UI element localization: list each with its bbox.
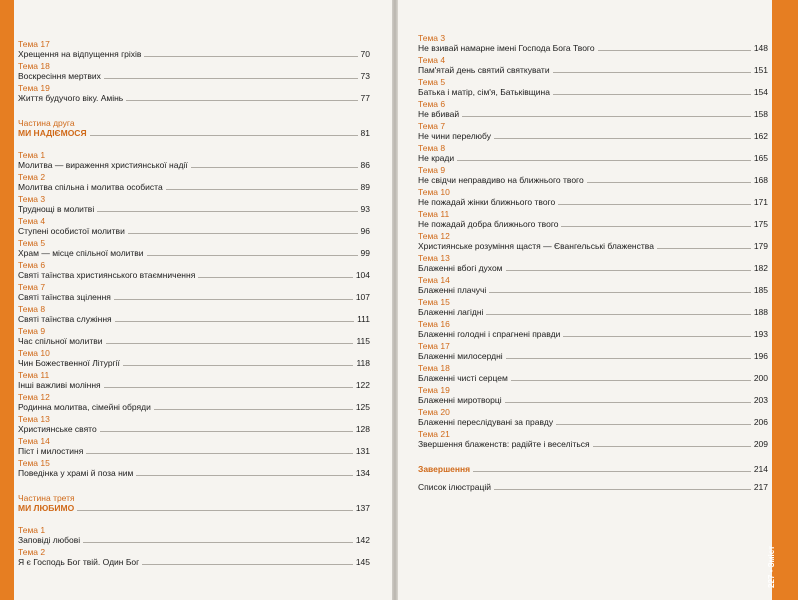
toc-line — [418, 65, 768, 76]
toc-line — [418, 439, 768, 450]
toc-title: Блаженні голодні і спрагнені правди — [418, 329, 561, 339]
toc-entry — [18, 436, 370, 457]
toc-entry — [18, 370, 370, 391]
toc-title: МИ ЛЮБИМО — [18, 503, 75, 513]
theme-label: Тема 2 — [18, 172, 46, 182]
toc-title: МИ НАДІЄМОСЯ — [18, 128, 87, 138]
theme-label: Тема 17 — [18, 39, 50, 49]
leader-dots — [494, 489, 751, 490]
toc-line — [418, 285, 768, 296]
toc-line — [18, 182, 370, 193]
toc-title: Поведінка у храмі й поза ним — [18, 468, 134, 478]
page-number: 196 — [753, 351, 768, 361]
toc-line — [418, 373, 768, 384]
toc-title: Життя будучого віку. Амінь — [18, 93, 124, 103]
leader-dots — [563, 336, 750, 337]
toc-entry — [18, 525, 370, 546]
toc-title: Пам'ятай день святий святкувати — [418, 65, 550, 75]
toc-entry — [418, 231, 768, 252]
leader-dots — [587, 182, 751, 183]
toc-title: Родинна молитва, сімейні обряди — [18, 402, 151, 412]
toc-line — [18, 336, 370, 347]
toc-entry — [18, 326, 370, 347]
right-page — [398, 0, 772, 600]
toc-entry — [18, 83, 370, 104]
toc-line — [18, 226, 370, 237]
toc-entry — [18, 260, 370, 281]
page-number: 179 — [753, 241, 768, 251]
toc-line — [418, 307, 768, 318]
toc-title: Не свідчи неправдиво на ближнього твого — [418, 175, 584, 185]
toc-title: Список ілюстрацій — [418, 482, 491, 492]
toc-title: Не пожадай добра ближнього твого — [418, 219, 559, 229]
part-heading — [18, 118, 370, 149]
toc-entry — [18, 348, 370, 369]
toc-line — [18, 557, 370, 568]
toc-entry — [418, 143, 768, 164]
toc-title: Блаженні лагідні — [418, 307, 484, 317]
toc-title: Воскресіння мертвих — [18, 71, 101, 81]
toc-entry — [418, 33, 768, 54]
theme-label: Тема 3 — [418, 33, 446, 43]
theme-label: Тема 13 — [418, 253, 450, 263]
page-number: 89 — [360, 182, 370, 192]
toc-title: Я є Господь Бог твій. Один Бог — [18, 557, 140, 567]
toc-title: Святі таїнства християнського втаємничення — [18, 270, 196, 280]
theme-label: Тема 6 — [18, 260, 46, 270]
leader-dots — [100, 431, 353, 432]
theme-label: Тема 3 — [18, 194, 46, 204]
toc-title: Батька і матір, сім'я, Батьківщина — [418, 87, 550, 97]
toc-entry — [18, 216, 370, 237]
toc-entry — [18, 238, 370, 259]
page-edge-strip — [772, 0, 798, 600]
page-number: 165 — [753, 153, 768, 163]
leader-dots — [511, 380, 751, 381]
theme-label: Тема 10 — [18, 348, 50, 358]
toc-line — [418, 109, 768, 120]
leader-dots — [505, 402, 751, 403]
leader-dots — [473, 471, 751, 472]
leader-dots — [166, 189, 358, 190]
leader-dots — [198, 277, 353, 278]
toc-title: Піст і милостиня — [18, 446, 84, 456]
page-number: 70 — [360, 49, 370, 59]
leader-dots — [126, 100, 357, 101]
toc-entry — [418, 253, 768, 274]
leader-dots — [506, 358, 751, 359]
spacer — [18, 139, 370, 149]
toc-line — [18, 248, 370, 259]
page-number: 111 — [357, 314, 370, 324]
theme-label: Тема 5 — [418, 77, 446, 87]
toc-entry — [18, 414, 370, 435]
theme-label: Тема 13 — [18, 414, 50, 424]
toc-line — [18, 314, 370, 325]
toc-title: Святі таїнства служіння — [18, 314, 112, 324]
toc-entry — [418, 407, 768, 428]
toc-title: Не взивай намарне імені Господа Бога Твого — [418, 43, 595, 53]
toc-entry — [418, 209, 768, 230]
toc-entry — [18, 547, 370, 568]
toc-title: Не пожадай жінки ближнього твого — [418, 197, 556, 207]
leader-dots — [97, 211, 357, 212]
leader-dots — [558, 204, 751, 205]
theme-label: Тема 19 — [18, 83, 50, 93]
page-number: 188 — [753, 307, 768, 317]
toc-line — [418, 417, 768, 428]
theme-label: Тема 20 — [418, 407, 450, 417]
toc-title: Заповіді любові — [18, 535, 81, 545]
running-footer: 227 • Зміст — [767, 545, 776, 588]
toc-line — [18, 402, 370, 413]
page-number: 193 — [753, 329, 768, 339]
toc-entry — [418, 121, 768, 142]
toc-title: Святі таїнства зцілення — [18, 292, 111, 302]
toc-title: Блаженні милосердні — [418, 351, 503, 361]
leader-dots — [147, 255, 358, 256]
toc-entry — [18, 392, 370, 413]
page-number: 128 — [355, 424, 370, 434]
page-number: 96 — [360, 226, 370, 236]
leader-dots — [556, 424, 751, 425]
toc-title: Хрещення на відпущення гріхів — [18, 49, 142, 59]
toc-entry — [18, 172, 370, 193]
page-number: 203 — [753, 395, 768, 405]
toc-line — [18, 49, 370, 60]
leader-dots — [123, 365, 354, 366]
theme-label: Тема 16 — [418, 319, 450, 329]
page-number: 206 — [753, 417, 768, 427]
part-label: Частина третя — [18, 493, 75, 503]
theme-label: Тема 9 — [18, 326, 46, 336]
toc-entry — [418, 99, 768, 120]
theme-label: Тема 15 — [418, 297, 450, 307]
toc-entry — [418, 187, 768, 208]
leader-dots — [154, 409, 353, 410]
leader-dots — [144, 56, 357, 57]
page-number: 131 — [355, 446, 370, 456]
toc-title: Не чини перелюбу — [418, 131, 491, 141]
toc-entry — [18, 150, 370, 171]
toc-line — [418, 175, 768, 186]
page-number: 175 — [753, 219, 768, 229]
toc-line — [418, 395, 768, 406]
toc-title: Молитва — вираження християнської надії — [18, 160, 188, 170]
leader-dots — [657, 248, 751, 249]
toc-line — [18, 292, 370, 303]
toc-line — [18, 128, 370, 139]
leader-dots — [462, 116, 751, 117]
leader-dots — [489, 292, 750, 293]
page-number: 217 — [753, 482, 768, 492]
page-number: 81 — [360, 128, 370, 138]
page-number: 77 — [360, 93, 370, 103]
page-number: 99 — [360, 248, 370, 258]
toc-title: Звершення блаженств: радійте і веселіться — [418, 439, 590, 449]
theme-label: Тема 10 — [418, 187, 450, 197]
theme-label: Тема 15 — [18, 458, 50, 468]
page-number: 125 — [355, 402, 370, 412]
theme-label: Тема 6 — [418, 99, 446, 109]
toc-entry — [418, 319, 768, 340]
toc-line — [418, 219, 768, 230]
toc-title: Храм — місце спільної молитви — [18, 248, 144, 258]
conclusion-line — [418, 464, 768, 475]
page-number: 154 — [753, 87, 768, 97]
toc-title: Завершення — [418, 464, 471, 474]
theme-label: Тема 18 — [418, 363, 450, 373]
theme-label: Тема 21 — [418, 429, 450, 439]
toc-line — [18, 71, 370, 82]
spacer — [418, 475, 768, 482]
toc-entry — [18, 282, 370, 303]
toc-title: Блаженні чисті серцем — [418, 373, 508, 383]
theme-label: Тема 8 — [418, 143, 446, 153]
toc-title: Чин Божественної Літургії — [18, 358, 120, 368]
leader-dots — [114, 299, 353, 300]
toc-entry — [418, 341, 768, 362]
toc-line — [18, 270, 370, 281]
toc-entry — [18, 61, 370, 82]
toc-entry — [418, 275, 768, 296]
theme-label: Тема 11 — [18, 370, 50, 380]
page-number: 122 — [355, 380, 370, 390]
toc-line — [418, 241, 768, 252]
page-number: 158 — [753, 109, 768, 119]
toc-entry — [418, 363, 768, 384]
theme-label: Тема 1 — [18, 525, 46, 535]
page-number: 134 — [355, 468, 370, 478]
page-number: 145 — [355, 557, 370, 567]
toc-line — [418, 329, 768, 340]
toc-title: Час спільної молитви — [18, 336, 103, 346]
leader-dots — [494, 138, 751, 139]
toc-line — [18, 535, 370, 546]
page-number: 86 — [360, 160, 370, 170]
theme-label: Тема 4 — [418, 55, 446, 65]
page-number: 185 — [753, 285, 768, 295]
theme-label: Тема 12 — [18, 392, 50, 402]
leader-dots — [598, 50, 751, 51]
part-heading — [18, 493, 370, 524]
theme-label: Тема 7 — [418, 121, 446, 131]
theme-label: Тема 19 — [418, 385, 450, 395]
toc-title: Ступені особистої молитви — [18, 226, 125, 236]
toc-line — [418, 197, 768, 208]
page-number: 209 — [753, 439, 768, 449]
toc-entry — [418, 385, 768, 406]
toc-line — [418, 153, 768, 164]
leader-dots — [83, 542, 353, 543]
toc-title: Не вбивай — [418, 109, 460, 119]
part-label: Частина друга — [18, 118, 75, 128]
left-page — [14, 0, 392, 600]
toc-title: Блаженні миротворці — [418, 395, 502, 405]
toc-entry — [418, 297, 768, 318]
leader-dots — [553, 72, 751, 73]
toc-line — [18, 503, 370, 514]
toc-title: Християнське свято — [18, 424, 97, 434]
page-number: 104 — [355, 270, 370, 280]
page-number: 148 — [753, 43, 768, 53]
leader-dots — [457, 160, 751, 161]
leader-dots — [136, 475, 352, 476]
page-number: 162 — [753, 131, 768, 141]
toc-line — [418, 43, 768, 54]
page-number: 168 — [753, 175, 768, 185]
leader-dots — [593, 446, 751, 447]
toc-entry — [418, 55, 768, 76]
leader-dots — [90, 135, 358, 136]
page-number: 182 — [753, 263, 768, 273]
toc-title: Не кради — [418, 153, 455, 163]
toc-title: Труднощі в молитві — [18, 204, 95, 214]
theme-label: Тема 14 — [18, 436, 50, 446]
toc-line — [18, 204, 370, 215]
toc-title: Молитва спільна і молитва особиста — [18, 182, 163, 192]
page-number: 142 — [355, 535, 370, 545]
toc-line — [418, 87, 768, 98]
page-number: 115 — [356, 336, 370, 346]
toc-line — [18, 446, 370, 457]
page-number: 214 — [753, 464, 768, 474]
leader-dots — [561, 226, 750, 227]
leader-dots — [128, 233, 358, 234]
toc-line — [18, 424, 370, 435]
leader-dots — [106, 343, 354, 344]
theme-label: Тема 4 — [18, 216, 46, 226]
toc-entry — [18, 304, 370, 325]
theme-label: Тема 7 — [18, 282, 46, 292]
leader-dots — [506, 270, 751, 271]
theme-label: Тема 11 — [418, 209, 450, 219]
toc-entry — [18, 39, 370, 60]
toc-line — [18, 380, 370, 391]
page-number: 73 — [360, 71, 370, 81]
theme-label: Тема 17 — [418, 341, 450, 351]
leader-dots — [77, 510, 353, 511]
toc-entry — [418, 429, 768, 450]
toc-line — [418, 351, 768, 362]
page-number: 171 — [753, 197, 768, 207]
leader-dots — [104, 78, 358, 79]
leader-dots — [553, 94, 751, 95]
toc-entry — [18, 194, 370, 215]
toc-line — [18, 93, 370, 104]
toc-title: Блаженні вбогі духом — [418, 263, 503, 273]
toc-line — [18, 468, 370, 479]
left-toc-column — [18, 38, 370, 568]
page-number: 118 — [356, 358, 370, 368]
page-number: 93 — [360, 204, 370, 214]
leader-dots — [142, 564, 353, 565]
toc-entry — [418, 77, 768, 98]
toc-title: Християнське розуміння щастя — Євангельські блаженства — [418, 241, 654, 251]
right-toc-column — [418, 32, 768, 493]
leader-dots — [86, 453, 352, 454]
toc-title: Блаженні плачучі — [418, 285, 487, 295]
leader-dots — [104, 387, 353, 388]
theme-label: Тема 14 — [418, 275, 450, 285]
theme-label: Тема 2 — [18, 547, 46, 557]
theme-label: Тема 1 — [18, 150, 46, 160]
toc-entry — [418, 165, 768, 186]
toc-line — [18, 358, 370, 369]
theme-label: Тема 18 — [18, 61, 50, 71]
toc-line — [418, 131, 768, 142]
page-number: 137 — [355, 503, 370, 513]
toc-entry — [18, 458, 370, 479]
page-number: 151 — [753, 65, 768, 75]
toc-title: Блаженні переслідувані за правду — [418, 417, 554, 427]
toc-title: Інші важливі моління — [18, 380, 101, 390]
theme-label: Тема 12 — [418, 231, 450, 241]
page-number: 107 — [355, 292, 370, 302]
toc-line — [18, 160, 370, 171]
leader-dots — [191, 167, 358, 168]
leader-dots — [115, 321, 354, 322]
illustrations-line — [418, 482, 768, 493]
toc-line — [418, 263, 768, 274]
theme-label: Тема 8 — [18, 304, 46, 314]
theme-label: Тема 5 — [18, 238, 46, 248]
leader-dots — [486, 314, 750, 315]
page-number: 200 — [753, 373, 768, 383]
spacer — [18, 514, 370, 524]
theme-label: Тема 9 — [418, 165, 446, 175]
